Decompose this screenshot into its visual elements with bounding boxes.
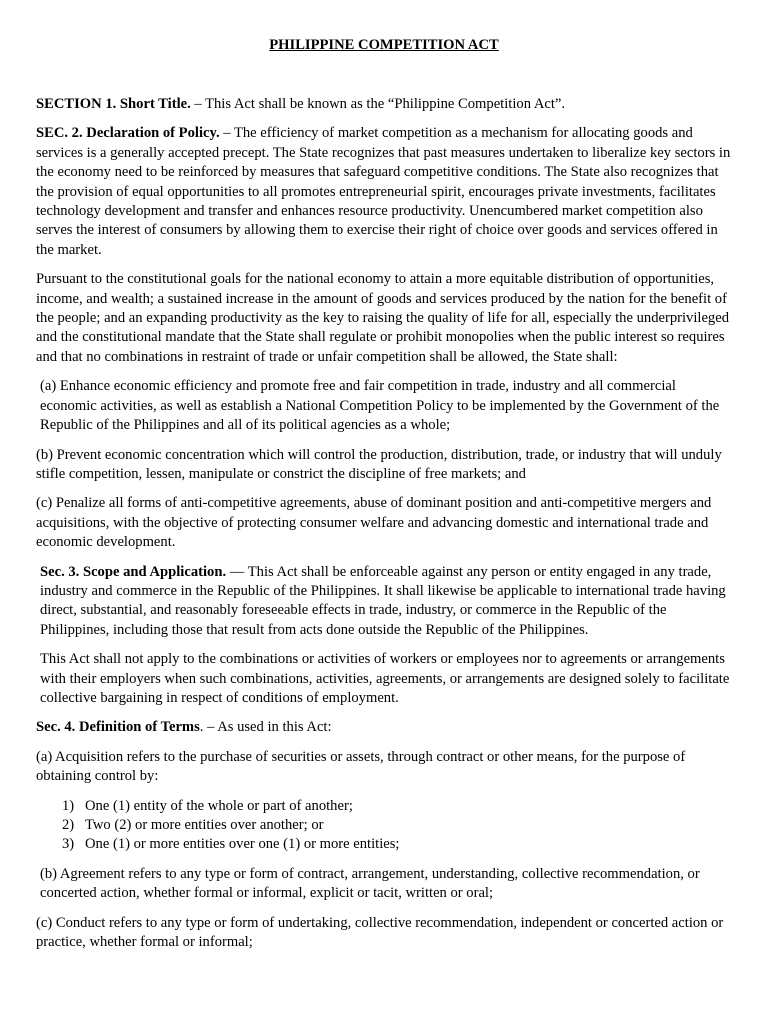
section-2-text: – The efficiency of market competition as a mechanism for allocating goods and services is a generally accepted precept. The State recognizes that past measures undertaken to liberalize key sectors in the economy need to be reinforced by measures that safeguard competitive conditions. The State also recognizes that the provision of equal opportunities to all promotes entrepreneurial spirit, encourages private investments, facilitates technology development and transfer and enhances resource productivity. Unencumbered market competition also serves the interest of consumers by allowing them to exercise their right of choice over goods and services offered in the market. — [36, 125, 731, 258]
section-4-item-a: (a) Acquisition refers to the purchase of securities or assets, through contract or other means, for the purpose of obtaining control by: — [36, 748, 686, 785]
section-2-paragraph-2: Pursuant to the constitutional goals for the national economy to attain a more equitable distribution of opportunities, income, and wealth; a sustained increase in the amount of goods and services produced by the nation for the benefit of the people; and an expanding productivity as the key to raising the quality of life for all, especially the underprivileged and the constitutional mandate that the State shall regulate or prohibit monopolies when the public interest so requires and that no combinations in restraint of trade or unfair competition shall be allowed, the State shall: — [36, 271, 729, 365]
section-1-heading: SECTION 1. Short Title. — [36, 96, 191, 112]
list-item-text: One (1) entity of the whole or part of another; — [85, 797, 353, 814]
section-4-paragraph — [36, 718, 732, 737]
section-3-paragraph-2: This Act shall not apply to the combinations or activities of workers or employees nor to agreements or arrangements with their employers when such combinations, activities, agreements, or arrangements are designed solely to facilitate collective bargaining in respect of conditions of employment. — [40, 651, 730, 706]
list-item — [36, 816, 732, 835]
list-item-number: 1) — [62, 797, 75, 814]
section-3-text: — This Act shall be enforceable against any person or entity engaged in any trade, industry and commerce in the Republic of the Philippines. It shall likewise be applicable to international trade having direct, substantial, and reasonably foreseeable effects in trade, industry, or commerce in the Republic of the Philippines, including those that result from acts done outside the Republic of the Philippines. — [40, 563, 726, 638]
section-3-paragraph — [36, 563, 732, 641]
list-item — [36, 835, 732, 854]
section-2-item-c: (c) Penalize all forms of anti-competitive agreements, abuse of dominant position and anti-competitive mergers and acquisitions, with the objective of protecting consumer welfare and advancing domestic and international trade and economic development. — [36, 495, 712, 551]
list-item — [36, 797, 732, 816]
section-4-item-b: (b) Agreement refers to any type or form of contract, arrangement, understanding, collective recommendation, or concerted action, whether formal or informal, explicit or tacit, written or oral; — [40, 865, 700, 902]
section-4-item-c: (c) Conduct refers to any type or form of undertaking, collective recommendation, independent or concerted action or practice, whether formal or informal; — [36, 914, 724, 951]
section-2-item-a: (a) Enhance economic efficiency and promote free and fair competition in trade, industry and all commercial economic activities, as well as establish a National Competition Policy to be implemented by the Government of the Republic of the Philippines and all of its political agencies as a whole; — [40, 378, 720, 434]
list-item-text: One (1) or more entities over one (1) or more entities; — [85, 836, 400, 853]
section-1-paragraph — [36, 95, 732, 114]
section-2-heading: SEC. 2. Declaration of Policy. — [36, 125, 220, 142]
acquisition-list — [36, 797, 732, 855]
section-4-heading: Sec. 4. Definition of Terms — [36, 719, 200, 736]
section-1-text: – This Act shall be known as the “Philippine Competition Act”. — [190, 96, 566, 112]
section-3-heading: Sec. 3. Scope and Application. — [40, 563, 227, 580]
list-item-number: 2) — [62, 817, 75, 833]
section-2-item-b: (b) Prevent economic concentration which will control the production, distribution, trade, or industry that will unduly stifle competition, lessen, manipulate or constrict the discipline of free markets; and — [36, 446, 722, 482]
list-item-number: 3) — [62, 836, 75, 853]
list-item-text: Two (2) or more entities over another; or — [85, 817, 324, 833]
section-4-text: . – As used in this Act: — [199, 719, 332, 736]
section-2-paragraph — [36, 124, 732, 260]
document-title: PHILIPPINE COMPETITION ACT — [269, 37, 499, 53]
